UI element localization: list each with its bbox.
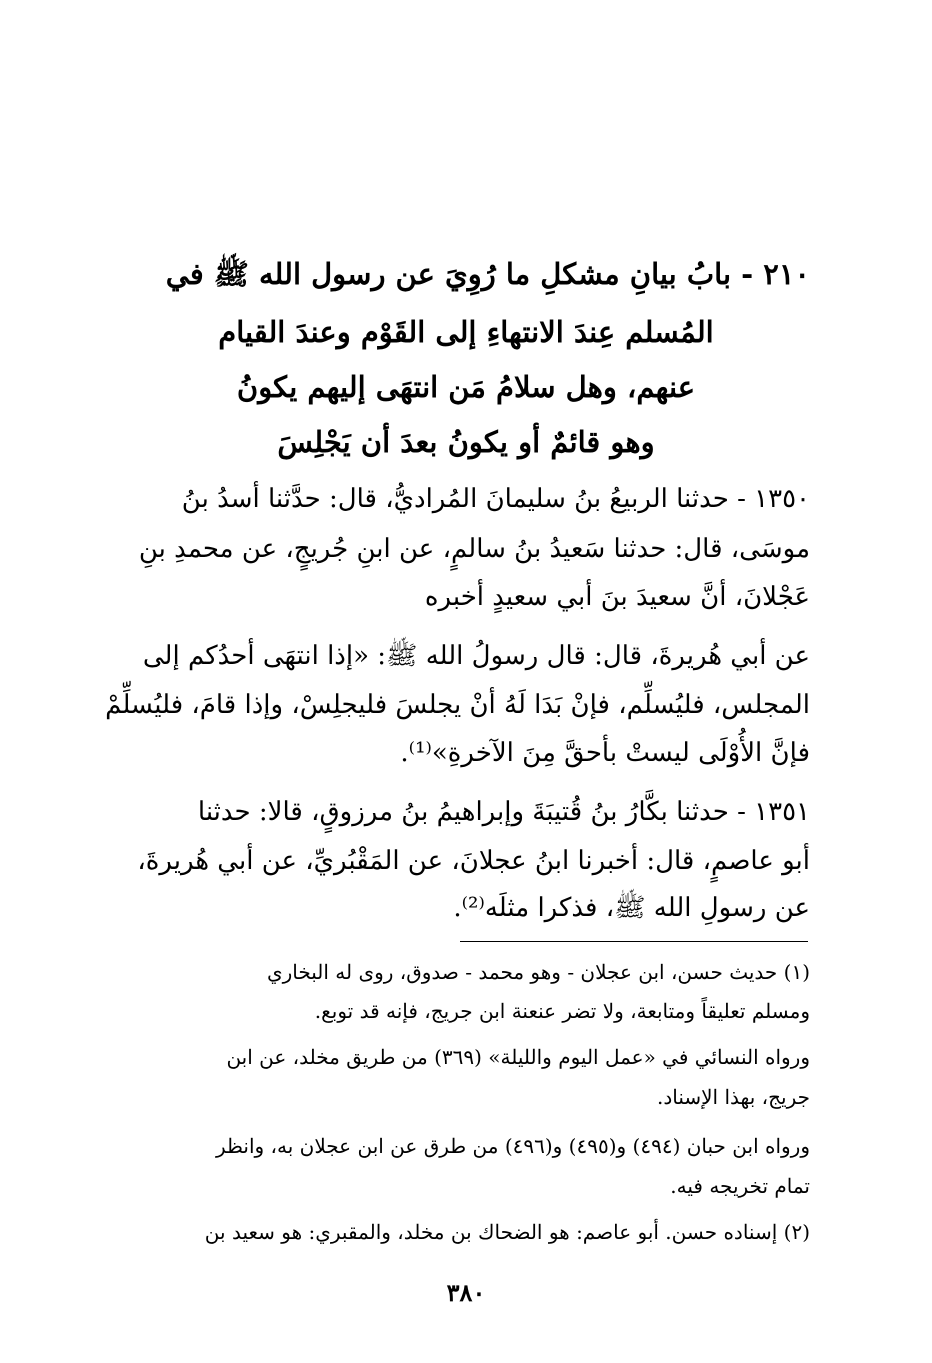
chapter-heading-line-4: وهو قائمٌ أو يكونُ بعدَ أن يَجْلِسَ xyxy=(277,425,655,459)
footnote-1-line-4: جريج، بهذا الإسناد. xyxy=(657,1085,810,1109)
page-number: ٣٨٠ xyxy=(446,1278,486,1307)
footnote-2-line-1: (٢) إسناده حسن. أبو عاصم: هو الضحاك بن مخلد، والمقبري: هو سعيد بن xyxy=(204,1220,810,1244)
hadith-1350-line-2: موسَى، قال: حدثنا سَعيدُ بنُ سالمٍ، عن ابنِ جُريجٍ، عن محمدِ بنِ xyxy=(138,534,810,564)
hadith-text-line-3: فإنَّ الأُوْلَى ليستْ بأحقَّ مِنَ الآخرةِ»⁽¹⁾. xyxy=(400,738,810,768)
footnote-1-line-3: ورواه النسائي في «عمل اليوم والليلة» (٣٦٩) من طريق مخلد، عن ابن xyxy=(226,1045,810,1069)
hadith-1351-line-2: أبو عاصمٍ، قال: أخبرنا ابنُ عجلانَ، عن المَقْبُريِّ، عن أبي هُريرةَ، xyxy=(137,846,810,876)
footnote-1-line-5: ورواه ابن حبان (٤٩٤) و(٤٩٥) و(٤٩٦) من طرق عن ابن عجلان به، وانظر xyxy=(215,1134,810,1158)
footnote-separator xyxy=(460,941,808,942)
hadith-1351-line-3: عن رسولِ الله ﷺ، فذكرا مثلَه⁽²⁾. xyxy=(453,893,810,923)
hadith-1350-line-1: ١٣٥٠ - حدثنا الربيعُ بنُ سليمانَ المُراديُّ، قال: حدَّثنا أسدُ بنُ xyxy=(181,484,810,514)
hadith-text-line-1: عن أبي هُريرةَ، قال: قال رسولُ الله ﷺ: «إذا انتهَى أحدُكم إلى xyxy=(142,641,810,671)
footnote-1-line-6: تمام تخريجه فيه. xyxy=(670,1174,810,1198)
chapter-heading-line-2: المُسلم عِندَ الانتهاءِ إلى القَوْم وعندَ القيام xyxy=(218,315,714,349)
hadith-1351-line-1: ١٣٥١ - حدثنا بكَّارُ بنُ قُتيبَةَ وإبراهيمُ بنُ مرزوقٍ، قالا: حدثنا xyxy=(197,797,810,827)
hadith-1350-line-3: عَجْلانَ، أنَّ سعيدَ بنَ أبي سعيدٍ أخبره xyxy=(424,582,810,612)
chapter-heading-line-3: عنهم، وهل سلامُ مَن انتهَى إليهم يكونُ xyxy=(236,370,696,404)
hadith-text-line-2: المجلس، فليُسلِّم، فإنْ بَدَا لَهُ أنْ يجلسَ فليجلِسْ، وإذا قامَ، فليُسلِّمْ xyxy=(105,690,810,720)
chapter-heading-line-1: ٢١٠ - بابُ بيانِ مشكلِ ما رُوِيَ عن رسول الله ﷺ في xyxy=(165,257,810,291)
footnote-1-line-2: ومسلم تعليقاً ومتابعة، ولا تضر عنعنة ابن جريج، فإنه قد توبع. xyxy=(314,999,810,1023)
footnote-1-line-1: (١) حديث حسن، ابن عجلان - وهو محمد - صدوق، روى له البخاري xyxy=(266,960,810,984)
